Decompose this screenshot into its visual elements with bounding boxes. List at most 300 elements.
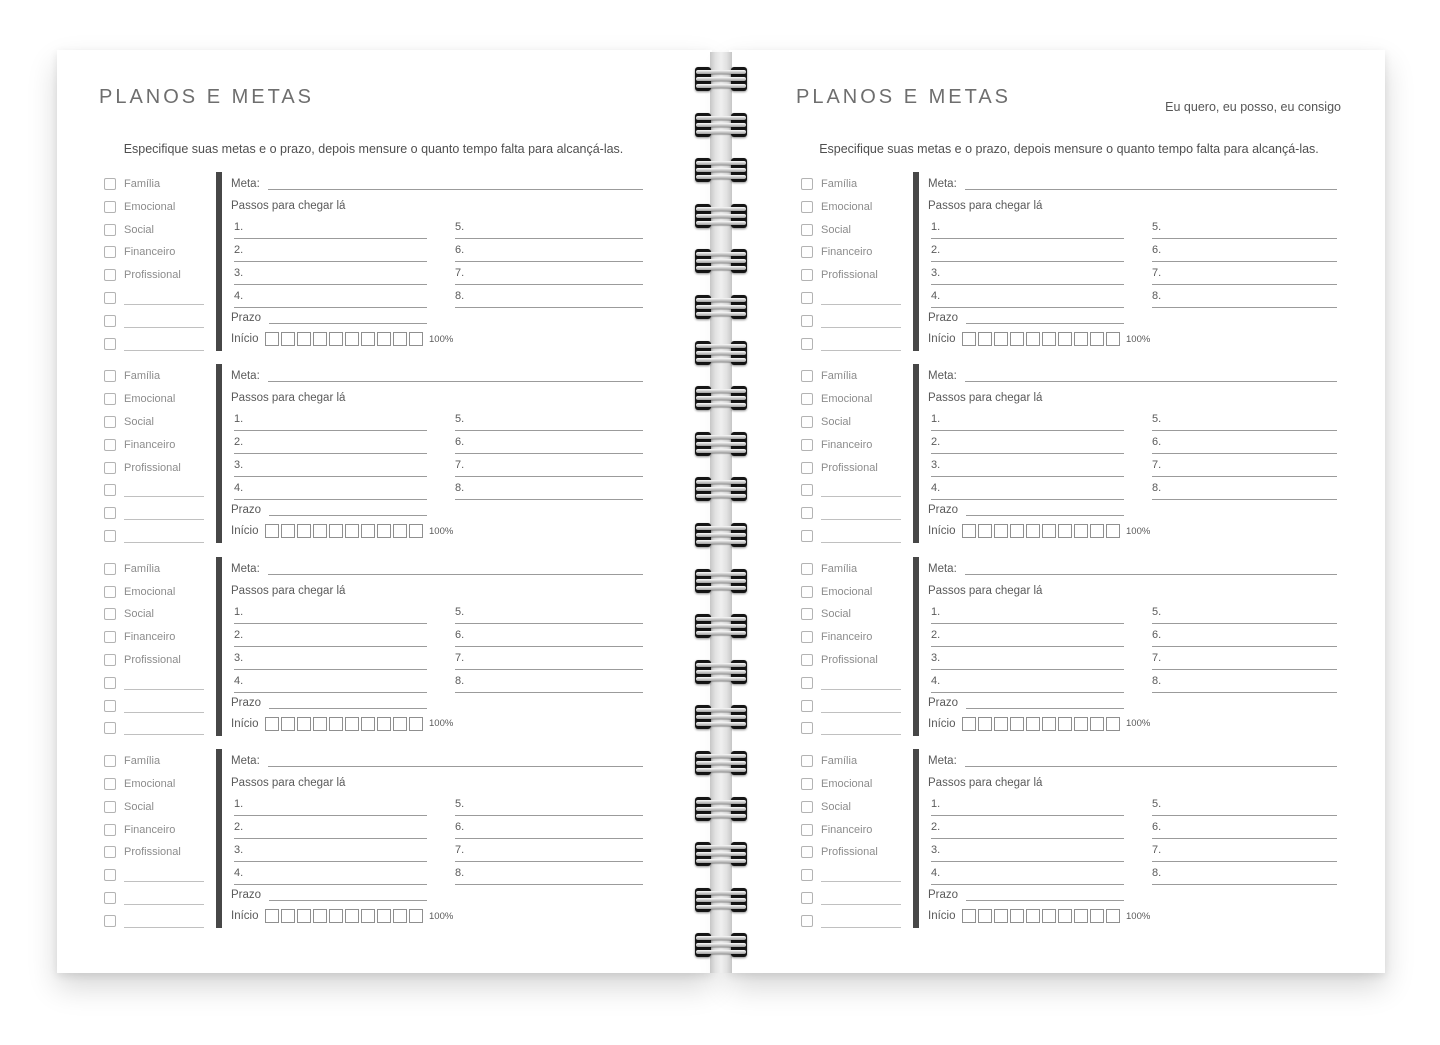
binding-wire — [696, 442, 746, 446]
step-line[interactable]: 7. — [455, 267, 643, 285]
progress-checkbox[interactable] — [1074, 717, 1088, 731]
progress-checkbox[interactable] — [1010, 332, 1024, 346]
custom-category-write-in-line[interactable] — [821, 712, 901, 713]
category-checkbox[interactable] — [104, 563, 116, 575]
progress-checkbox[interactable] — [1106, 717, 1120, 731]
category-checkbox[interactable] — [801, 292, 813, 304]
step-line[interactable]: 3. — [931, 459, 1124, 477]
category-checkbox[interactable] — [104, 700, 116, 712]
prazo-write-in-line[interactable] — [966, 888, 1124, 901]
progress-checkbox[interactable] — [297, 524, 311, 538]
step-line[interactable]: 4. — [234, 675, 427, 693]
inicio-row — [928, 909, 1150, 923]
step-line[interactable]: 7. — [455, 459, 643, 477]
category-row — [104, 178, 216, 194]
step-line[interactable]: 8. — [455, 867, 643, 885]
step-line[interactable]: 5. — [455, 413, 643, 431]
step-line[interactable]: 1. — [931, 606, 1124, 624]
category-checkbox[interactable] — [801, 892, 813, 904]
progress-checkbox[interactable] — [978, 524, 992, 538]
meta-write-in-line[interactable] — [268, 177, 643, 190]
prazo-write-in-line[interactable] — [966, 696, 1124, 709]
progress-checkbox[interactable] — [409, 524, 423, 538]
category-label: Família — [124, 755, 161, 768]
progress-checkbox[interactable] — [361, 909, 375, 923]
custom-category-write-in-line[interactable] — [124, 519, 204, 520]
custom-category-write-in-line[interactable] — [124, 689, 204, 690]
category-checkbox[interactable] — [801, 530, 813, 542]
progress-tracker — [962, 524, 1120, 538]
section-accent-bar — [216, 172, 222, 351]
step-line[interactable]: 6. — [1152, 629, 1337, 647]
category-row — [104, 801, 216, 817]
binding-wire — [696, 677, 746, 681]
meta-row — [231, 177, 643, 190]
meta-row — [231, 754, 643, 767]
progress-checkbox[interactable] — [377, 332, 391, 346]
step-line[interactable]: 3. — [931, 267, 1124, 285]
category-checkbox[interactable] — [104, 462, 116, 474]
step-line[interactable]: 8. — [1152, 867, 1337, 885]
category-checkbox[interactable] — [104, 778, 116, 790]
progress-checkbox[interactable] — [345, 332, 359, 346]
category-row — [801, 292, 913, 308]
prazo-write-in-line[interactable] — [269, 311, 427, 324]
step-line[interactable]: 6. — [455, 629, 643, 647]
category-checkbox[interactable] — [801, 484, 813, 496]
step-line[interactable]: 8. — [1152, 290, 1337, 308]
category-checkbox[interactable] — [104, 722, 116, 734]
progress-checkbox[interactable] — [377, 524, 391, 538]
progress-checkbox[interactable] — [393, 524, 407, 538]
category-checkbox[interactable] — [801, 563, 813, 575]
progress-checkbox[interactable] — [1090, 524, 1104, 538]
step-line[interactable]: 1. — [234, 798, 427, 816]
progress-checkbox[interactable] — [329, 717, 343, 731]
category-checkbox[interactable] — [801, 677, 813, 689]
meta-write-in-line[interactable] — [965, 562, 1337, 575]
step-line[interactable]: 4. — [931, 290, 1124, 308]
category-row — [104, 292, 216, 308]
custom-category-write-in-line[interactable] — [124, 927, 204, 928]
category-checkbox[interactable] — [801, 654, 813, 666]
step-line[interactable]: 2. — [234, 244, 427, 262]
category-checkbox[interactable] — [801, 178, 813, 190]
step-line[interactable]: 6. — [1152, 244, 1337, 262]
progress-checkbox[interactable] — [313, 717, 327, 731]
prazo-write-in-line[interactable] — [269, 696, 427, 709]
step-line[interactable]: 3. — [931, 844, 1124, 862]
binding-wire — [696, 898, 746, 902]
meta-write-in-line[interactable] — [268, 369, 643, 382]
progress-checkbox[interactable] — [962, 909, 976, 923]
custom-category-write-in-line[interactable] — [821, 689, 901, 690]
step-line[interactable]: 1. — [234, 606, 427, 624]
inicio-row — [231, 332, 453, 346]
prazo-label: Prazo — [231, 504, 262, 517]
category-checkbox[interactable] — [104, 315, 116, 327]
progress-checkbox[interactable] — [1010, 524, 1024, 538]
binding-wire — [696, 943, 746, 947]
prazo-label: Prazo — [231, 312, 262, 324]
binding-wire — [696, 389, 746, 393]
progress-checkbox[interactable] — [281, 717, 295, 731]
category-checkbox[interactable] — [801, 801, 813, 813]
category-row — [801, 416, 913, 432]
custom-category-write-in-line[interactable] — [124, 904, 204, 905]
progress-checkbox[interactable] — [345, 717, 359, 731]
category-checkbox[interactable] — [801, 915, 813, 927]
step-line[interactable]: 1. — [234, 413, 427, 431]
step-line[interactable]: 5. — [455, 221, 643, 239]
progress-checkbox[interactable] — [994, 524, 1008, 538]
step-line[interactable]: 1. — [234, 221, 427, 239]
motivational-tagline: Eu quero, eu posso, eu consigo — [1165, 100, 1341, 114]
progress-checkbox[interactable] — [345, 524, 359, 538]
custom-category-write-in-line[interactable] — [821, 881, 901, 882]
custom-category-write-in-line[interactable] — [124, 734, 204, 735]
category-label: Profissional — [821, 846, 878, 859]
progress-checkbox[interactable] — [1010, 909, 1024, 923]
category-checkbox[interactable] — [801, 338, 813, 350]
step-line[interactable]: 7. — [1152, 844, 1337, 862]
progress-checkbox[interactable] — [329, 524, 343, 538]
category-checkbox[interactable] — [104, 869, 116, 881]
step-line[interactable]: 4. — [234, 482, 427, 500]
progress-checkbox[interactable] — [409, 717, 423, 731]
step-line[interactable]: 4. — [931, 867, 1124, 885]
category-checkbox[interactable] — [801, 370, 813, 382]
category-checkbox[interactable] — [104, 416, 116, 428]
progress-checkbox[interactable] — [265, 332, 279, 346]
category-checkbox[interactable] — [801, 778, 813, 790]
category-checkbox[interactable] — [801, 846, 813, 858]
progress-checkbox[interactable] — [281, 909, 295, 923]
progress-checkbox[interactable] — [1106, 909, 1120, 923]
category-checkbox[interactable] — [104, 507, 116, 519]
category-row — [104, 869, 216, 885]
category-checkbox[interactable] — [801, 722, 813, 734]
progress-complete-label: 100% — [1126, 718, 1151, 730]
progress-checkbox[interactable] — [281, 332, 295, 346]
progress-checkbox[interactable] — [1026, 524, 1040, 538]
progress-checkbox[interactable] — [265, 909, 279, 923]
step-line[interactable]: 4. — [931, 675, 1124, 693]
category-checkbox[interactable] — [104, 677, 116, 689]
binding-clip — [695, 797, 747, 821]
progress-checkbox[interactable] — [377, 909, 391, 923]
step-line[interactable]: 6. — [455, 436, 643, 454]
progress-checkbox[interactable] — [962, 524, 976, 538]
step-line[interactable]: 2. — [234, 629, 427, 647]
step-line[interactable]: 6. — [455, 821, 643, 839]
custom-category-write-in-line[interactable] — [821, 350, 901, 351]
progress-checkbox[interactable] — [1042, 717, 1056, 731]
progress-checkbox[interactable] — [409, 909, 423, 923]
category-checkbox[interactable] — [801, 700, 813, 712]
step-line[interactable]: 8. — [1152, 482, 1337, 500]
category-checkbox[interactable] — [104, 201, 116, 213]
progress-checkbox[interactable] — [361, 332, 375, 346]
inicio-label: Início — [231, 910, 259, 923]
step-line[interactable]: 7. — [1152, 459, 1337, 477]
progress-checkbox[interactable] — [1042, 332, 1056, 346]
prazo-write-in-line[interactable] — [269, 503, 427, 516]
step-line[interactable]: 7. — [455, 652, 643, 670]
step-line[interactable]: 6. — [455, 244, 643, 262]
progress-checkbox[interactable] — [1074, 909, 1088, 923]
progress-checkbox[interactable] — [297, 909, 311, 923]
step-line[interactable]: 2. — [234, 436, 427, 454]
step-line[interactable]: 7. — [1152, 267, 1337, 285]
category-row — [104, 530, 216, 546]
custom-category-write-in-line[interactable] — [821, 496, 901, 497]
meta-write-in-line[interactable] — [965, 754, 1337, 767]
category-checkbox[interactable] — [801, 393, 813, 405]
category-checkbox[interactable] — [104, 915, 116, 927]
progress-checkbox[interactable] — [1074, 524, 1088, 538]
right-page — [729, 50, 1385, 973]
category-checkbox[interactable] — [104, 178, 116, 190]
progress-checkbox[interactable] — [1010, 717, 1024, 731]
category-checkbox[interactable] — [104, 608, 116, 620]
category-checkbox[interactable] — [801, 269, 813, 281]
category-checkbox[interactable] — [104, 755, 116, 767]
binding-wire — [696, 807, 746, 811]
category-checkbox[interactable] — [104, 269, 116, 281]
step-line[interactable]: 7. — [455, 844, 643, 862]
progress-checkbox[interactable] — [1090, 909, 1104, 923]
meta-write-in-line[interactable] — [268, 562, 643, 575]
step-line[interactable]: 7. — [1152, 652, 1337, 670]
step-line[interactable]: 5. — [455, 606, 643, 624]
progress-checkbox[interactable] — [313, 909, 327, 923]
custom-category-write-in-line[interactable] — [821, 304, 901, 305]
step-line[interactable]: 5. — [1152, 798, 1337, 816]
step-line[interactable]: 2. — [931, 436, 1124, 454]
step-line[interactable]: 8. — [455, 290, 643, 308]
step-line[interactable]: 1. — [931, 798, 1124, 816]
custom-category-write-in-line[interactable] — [124, 496, 204, 497]
category-checkbox[interactable] — [801, 631, 813, 643]
progress-checkbox[interactable] — [1042, 909, 1056, 923]
prazo-write-in-line[interactable] — [966, 503, 1124, 516]
step-line[interactable]: 1. — [931, 221, 1124, 239]
progress-checkbox[interactable] — [297, 717, 311, 731]
meta-row — [928, 177, 1337, 190]
step-line[interactable]: 3. — [931, 652, 1124, 670]
progress-checkbox[interactable] — [1058, 332, 1072, 346]
progress-checkbox[interactable] — [393, 332, 407, 346]
category-checkbox[interactable] — [104, 246, 116, 258]
step-line[interactable]: 2. — [931, 244, 1124, 262]
step-line[interactable]: 3. — [234, 652, 427, 670]
category-checkbox[interactable] — [104, 530, 116, 542]
progress-checkbox[interactable] — [393, 717, 407, 731]
progress-checkbox[interactable] — [265, 717, 279, 731]
step-line[interactable]: 6. — [1152, 821, 1337, 839]
category-row — [104, 370, 216, 386]
category-checkbox[interactable] — [801, 224, 813, 236]
goal-section — [801, 366, 1337, 558]
category-checkbox[interactable] — [801, 201, 813, 213]
category-checkbox[interactable] — [104, 846, 116, 858]
progress-checkbox[interactable] — [994, 909, 1008, 923]
binding-clip — [695, 295, 747, 319]
category-checkbox[interactable] — [104, 338, 116, 350]
meta-write-in-line[interactable] — [965, 177, 1337, 190]
category-checkbox[interactable] — [801, 608, 813, 620]
goal-section — [104, 559, 643, 751]
meta-label: Meta: — [928, 562, 957, 575]
progress-checkbox[interactable] — [313, 332, 327, 346]
custom-category-write-in-line[interactable] — [124, 542, 204, 543]
progress-checkbox[interactable] — [377, 717, 391, 731]
step-line[interactable]: 4. — [234, 290, 427, 308]
step-line[interactable]: 5. — [455, 798, 643, 816]
step-line[interactable]: 3. — [234, 267, 427, 285]
category-checkbox[interactable] — [104, 224, 116, 236]
prazo-write-in-line[interactable] — [269, 888, 427, 901]
category-label: Financeiro — [821, 631, 873, 644]
category-checkbox[interactable] — [801, 755, 813, 767]
category-checkbox[interactable] — [104, 892, 116, 904]
progress-checkbox[interactable] — [345, 909, 359, 923]
step-line[interactable]: 5. — [1152, 606, 1337, 624]
prazo-row — [928, 888, 1124, 901]
category-checkbox[interactable] — [801, 439, 813, 451]
progress-checkbox[interactable] — [1026, 909, 1040, 923]
step-line[interactable]: 3. — [234, 459, 427, 477]
step-line[interactable]: 2. — [931, 821, 1124, 839]
progress-checkbox[interactable] — [978, 717, 992, 731]
progress-checkbox[interactable] — [994, 332, 1008, 346]
category-row — [104, 608, 216, 624]
step-line[interactable]: 6. — [1152, 436, 1337, 454]
step-line[interactable]: 4. — [931, 482, 1124, 500]
custom-category-write-in-line[interactable] — [124, 327, 204, 328]
progress-checkbox[interactable] — [1026, 717, 1040, 731]
category-row — [104, 778, 216, 794]
custom-category-write-in-line[interactable] — [124, 881, 204, 882]
progress-checkbox[interactable] — [1090, 717, 1104, 731]
category-row — [801, 439, 913, 455]
progress-checkbox[interactable] — [361, 717, 375, 731]
binding-wire — [696, 617, 746, 621]
category-checkbox[interactable] — [801, 507, 813, 519]
category-label: Financeiro — [821, 823, 873, 836]
category-checkbox[interactable] — [801, 824, 813, 836]
prazo-write-in-line[interactable] — [966, 311, 1124, 324]
category-checkbox[interactable] — [801, 416, 813, 428]
progress-checkbox[interactable] — [1090, 332, 1104, 346]
progress-checkbox[interactable] — [1106, 524, 1120, 538]
category-checkbox[interactable] — [104, 631, 116, 643]
progress-checkbox[interactable] — [329, 332, 343, 346]
custom-category-write-in-line[interactable] — [821, 542, 901, 543]
progress-checkbox[interactable] — [994, 717, 1008, 731]
progress-checkbox[interactable] — [978, 909, 992, 923]
inicio-row — [231, 524, 453, 538]
step-line[interactable]: 1. — [931, 413, 1124, 431]
category-label: Social — [821, 800, 851, 813]
custom-category-write-in-line[interactable] — [821, 904, 901, 905]
category-checkbox[interactable] — [104, 484, 116, 496]
category-label: Emocional — [124, 585, 176, 598]
progress-checkbox[interactable] — [265, 524, 279, 538]
category-checkbox[interactable] — [104, 370, 116, 382]
progress-checkbox[interactable] — [1058, 717, 1072, 731]
category-checkbox[interactable] — [104, 439, 116, 451]
goal-form — [928, 559, 1337, 741]
step-line[interactable]: 8. — [455, 482, 643, 500]
custom-category-write-in-line[interactable] — [821, 519, 901, 520]
progress-checkbox[interactable] — [1042, 524, 1056, 538]
progress-checkbox[interactable] — [1058, 909, 1072, 923]
custom-category-write-in-line[interactable] — [124, 304, 204, 305]
category-checkbox[interactable] — [801, 462, 813, 474]
step-line[interactable]: 8. — [1152, 675, 1337, 693]
category-checkbox[interactable] — [104, 824, 116, 836]
category-checkbox[interactable] — [104, 292, 116, 304]
custom-category-write-in-line[interactable] — [124, 350, 204, 351]
step-line[interactable]: 5. — [1152, 413, 1337, 431]
binding-clip — [695, 477, 747, 501]
step-line[interactable]: 5. — [1152, 221, 1337, 239]
category-checkbox[interactable] — [104, 586, 116, 598]
progress-checkbox[interactable] — [393, 909, 407, 923]
step-line[interactable]: 2. — [234, 821, 427, 839]
category-checkbox[interactable] — [801, 246, 813, 258]
progress-checkbox[interactable] — [978, 332, 992, 346]
step-line[interactable]: 2. — [931, 629, 1124, 647]
progress-checkbox[interactable] — [313, 524, 327, 538]
category-checkbox[interactable] — [104, 801, 116, 813]
progress-checkbox[interactable] — [297, 332, 311, 346]
binding-wire — [696, 859, 746, 863]
progress-checkbox[interactable] — [962, 717, 976, 731]
progress-checkbox[interactable] — [361, 524, 375, 538]
progress-tracker — [962, 332, 1120, 346]
progress-checkbox[interactable] — [329, 909, 343, 923]
binding-wire — [696, 305, 746, 309]
category-checkbox[interactable] — [104, 393, 116, 405]
progress-checkbox[interactable] — [1058, 524, 1072, 538]
step-line[interactable]: 8. — [455, 675, 643, 693]
progress-checkbox[interactable] — [1106, 332, 1120, 346]
progress-checkbox[interactable] — [281, 524, 295, 538]
category-label: Emocional — [124, 393, 176, 406]
progress-checkbox[interactable] — [1074, 332, 1088, 346]
progress-checkbox[interactable] — [409, 332, 423, 346]
meta-write-in-line[interactable] — [965, 369, 1337, 382]
step-line[interactable]: 3. — [234, 844, 427, 862]
category-label: Emocional — [821, 200, 873, 213]
custom-category-write-in-line[interactable] — [821, 927, 901, 928]
step-line[interactable]: 4. — [234, 867, 427, 885]
category-checkbox[interactable] — [801, 869, 813, 881]
progress-checkbox[interactable] — [1026, 332, 1040, 346]
progress-checkbox[interactable] — [962, 332, 976, 346]
category-checkbox[interactable] — [801, 315, 813, 327]
custom-category-write-in-line[interactable] — [821, 734, 901, 735]
meta-write-in-line[interactable] — [268, 754, 643, 767]
custom-category-write-in-line[interactable] — [821, 327, 901, 328]
custom-category-write-in-line[interactable] — [124, 712, 204, 713]
category-checkbox[interactable] — [104, 654, 116, 666]
binding-wire — [696, 298, 746, 302]
category-checkbox[interactable] — [801, 586, 813, 598]
